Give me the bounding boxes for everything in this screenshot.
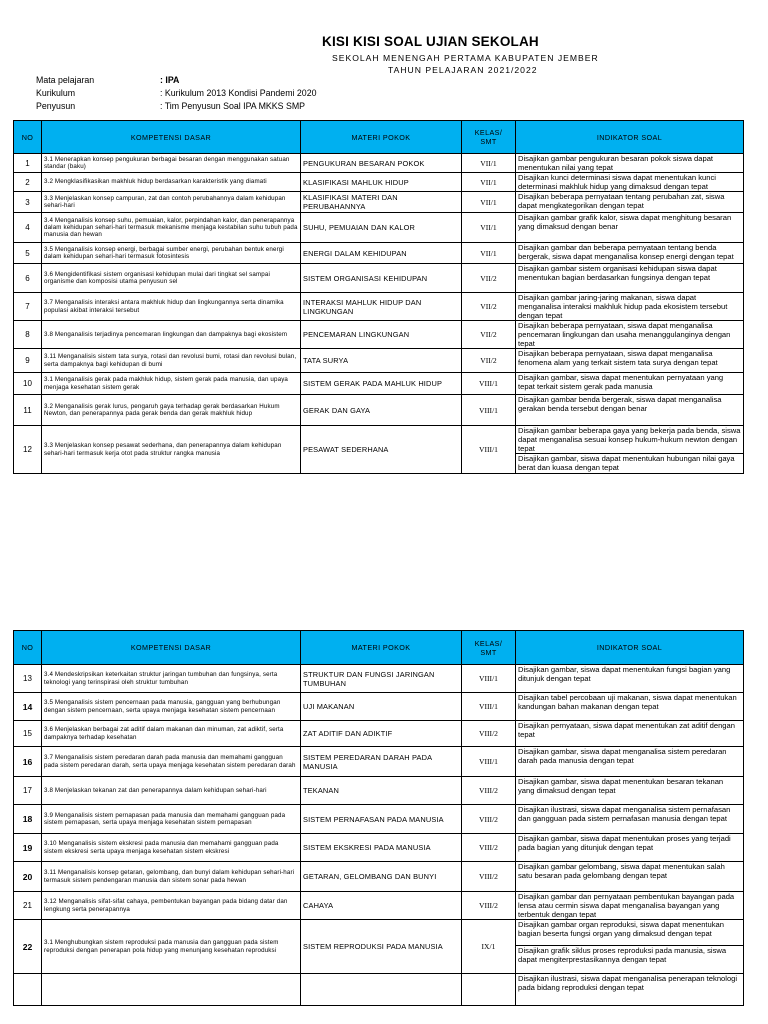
row-number: 14 xyxy=(14,693,42,721)
kompetensi-dasar-cell: 3.1 Menerapkan konsep pengukuran berbagai besaran dengan menggunakan satuan standar (baku) xyxy=(42,154,301,173)
row-number: 11 xyxy=(14,395,42,426)
kelas-cell: VII/1 xyxy=(462,154,516,173)
kompetensi-dasar-cell: 3.9 Menganalisis sistem pernapasan pada manusia dan memahami gangguan pada sistem pernapasan, serta upaya menjaga kesehatan sistem pernapasan xyxy=(42,805,301,834)
table-row xyxy=(14,892,744,920)
materi-pokok-cell: ENERGI DALAM KEHIDUPAN xyxy=(301,243,462,264)
materi-pokok-cell: SISTEM PERNAFASAN PADA MANUSIA xyxy=(301,805,462,834)
materi-pokok-cell: ZAT ADITIF DAN ADIKTIF xyxy=(301,721,462,747)
col-header-no: NO xyxy=(14,121,42,154)
indikator-cell: Disajikan gambar gelombang, siswa dapat menentukan salah satu besaran pada gelombang dengan tepat xyxy=(516,862,744,892)
materi-pokok-cell: GERAK DAN GAYA xyxy=(301,395,462,426)
row-number: 7 xyxy=(14,293,42,321)
indikator-cell: Disajikan gambar benda bergerak, siswa dapat menganalisa gerakan benda tersebut dengan benar xyxy=(516,395,744,426)
kompetensi-dasar-cell: 3.3 Menjelaskan konsep pesawat sederhana, dan penerapannya dalam kehidupan sehari-hari termasuk kerja otot pada struktur rangka manusia xyxy=(42,426,301,474)
table-row xyxy=(14,777,744,805)
table-row xyxy=(14,721,744,747)
indikator-cell: Disajikan gambar dan beberapa pernyataan tentang benda bergerak, siswa dapat menganalisa konsep energi dengan tepat xyxy=(516,243,744,264)
table-row xyxy=(14,974,744,1006)
row-number: 5 xyxy=(14,243,42,264)
table-row xyxy=(14,834,744,862)
table-row xyxy=(14,693,744,721)
row-number: 16 xyxy=(14,747,42,777)
kompetensi-dasar-cell: 3.6 Mengidentifikasi sistem organisasi kehidupan mulai dari tingkat sel sampai organisme dan komposisi utama penyusun sel xyxy=(42,264,301,293)
kelas-cell: VII/1 xyxy=(462,213,516,243)
kelas-cell: VIII/2 xyxy=(462,805,516,834)
kelas-cell: VIII/2 xyxy=(462,777,516,805)
meta-author xyxy=(36,100,316,113)
indikator-cell: Disajikan gambar, siswa dapat menentukan proses yang terjadi pada bagian yang ditunjuk dengan tepat xyxy=(516,834,744,862)
indikator-cell: Disajikan gambar beberapa gaya yang bekerja pada benda, siswa dapat menganalisa sesuai konsep hukum-hukum newton dengan tepat xyxy=(516,426,744,454)
indikator-cell: Disajikan gambar, siswa dapat menentukan besaran tekanan yang dimaksud dengan tepat xyxy=(516,777,744,805)
kompetensi-dasar-cell: 3.2 Menganalisis gerak lurus, pengaruh gaya terhadap gerak berdasarkan Hukum Newton, dan penerapannya pada gerak benda dan gerak makhluk hidup xyxy=(42,395,301,426)
row-number: 20 xyxy=(14,862,42,892)
kelas-cell: VIII/1 xyxy=(462,373,516,395)
materi-pokok-cell: CAHAYA xyxy=(301,892,462,920)
materi-pokok-cell xyxy=(301,974,462,1006)
kelas-cell: VIII/2 xyxy=(462,721,516,747)
meta-author-value: : Tim Penyusun Soal IPA MKKS SMP xyxy=(160,101,306,111)
row-number: 15 xyxy=(14,721,42,747)
materi-pokok-cell: TEKANAN xyxy=(301,777,462,805)
kelas-cell: VIII/1 xyxy=(462,665,516,693)
table-row xyxy=(14,426,744,454)
kompetensi-dasar-cell: 3.7 Menganalisis interaksi antara makhluk hidup dan lingkungannya serta dinamika populasi akibat interaksi tersebut xyxy=(42,293,301,321)
materi-pokok-cell: PENCEMARAN LINGKUNGAN xyxy=(301,321,462,349)
indikator-cell: Disajikan pernyataan, siswa dapat menentukan zat aditif dengan tepat xyxy=(516,721,744,747)
indikator-cell: Disajikan gambar dan pernyataan pembentukan bayangan pada lensa atau cermin siswa dapat menganalisa bayangan yang terbentuk dengan tepat xyxy=(516,892,744,920)
materi-pokok-cell: KLASIFIKASI MATERI DAN PERUBAHANNYA xyxy=(301,192,462,213)
col-header-indikator: INDIKATOR SOAL xyxy=(516,121,744,154)
table-row xyxy=(14,173,744,192)
col-header-indikator: INDIKATOR SOAL xyxy=(516,631,744,665)
kisi-kisi-table-1 xyxy=(13,120,744,474)
row-number: 9 xyxy=(14,349,42,373)
col-header-kelas-line2: SMT xyxy=(480,647,497,657)
table-row xyxy=(14,192,744,213)
row-number: 2 xyxy=(14,173,42,192)
kompetensi-dasar-cell: 3.5 Menganalisis konsep energi, berbagai sumber energi, perubahan bentuk energi dalam kehidupan sehari-hari termasuk fotosintesis xyxy=(42,243,301,264)
materi-pokok-cell: SISTEM GERAK PADA MAHLUK HIDUP xyxy=(301,373,462,395)
kelas-cell: VIII/1 xyxy=(462,747,516,777)
row-number: 10 xyxy=(14,373,42,395)
table-row xyxy=(14,154,744,173)
indikator-cell: Disajikan kunci determinasi siswa dapat menentukan kunci determinasi makhluk hidup yang dimaksud dengan tepat xyxy=(516,173,744,192)
kelas-cell: VIII/2 xyxy=(462,834,516,862)
col-header-materi: MATERI POKOK xyxy=(301,631,462,665)
table-row xyxy=(14,395,744,426)
indikator-cell: Disajikan gambar organ reproduksi, siswa dapat menentukan bagian beserta fungsi organ yang dimaksud dengan tepat xyxy=(516,920,744,946)
materi-pokok-cell: SISTEM PEREDARAN DARAH PADA MANUSIA xyxy=(301,747,462,777)
table-row xyxy=(14,665,744,693)
row-number: 22 xyxy=(14,920,42,974)
col-header-kelas xyxy=(462,121,516,154)
kompetensi-dasar-cell: 3.5 Menganalisis sistem pencernaan pada manusia, gangguan yang berhubungan dengan sistem pencernaan, serta upaya menjaga kesehatan sistem pencernaan xyxy=(42,693,301,721)
kompetensi-dasar-cell: 3.2 Mengklasifikasikan makhluk hidup berdasarkan karakteristik yang diamati xyxy=(42,173,301,192)
kompetensi-dasar-cell: 3.12 Menganalisis sifat-sifat cahaya, pembentukan bayangan pada bidang datar dan lengkung serta penerapannya xyxy=(42,892,301,920)
table-row xyxy=(14,349,744,373)
row-number: 12 xyxy=(14,426,42,474)
col-header-kelas-line1: KELAS/ xyxy=(474,638,503,648)
indikator-cell: Disajikan gambar jaring-jaring makanan, siswa dapat menganalisa interaksi makhluk hidup pada ekosistem tersebut dengan tepat xyxy=(516,293,744,321)
kompetensi-dasar-cell: 3.11 Menganalisis sistem tata surya, rotasi dan revolusi bumi, rotasi dan revolusi bulan, serta dampaknya bagi kehidupan di bumi xyxy=(42,349,301,373)
kelas-cell: IX/1 xyxy=(462,920,516,974)
table-row xyxy=(14,243,744,264)
kelas-cell: VIII/1 xyxy=(462,395,516,426)
indikator-cell: Disajikan gambar grafik kalor, siswa dapat menghitung besaran yang dimaksud dengan benar xyxy=(516,213,744,243)
indikator-cell: Disajikan tabel percobaan uji makanan, siswa dapat menentukan kandungan bahan makanan dengan tepat xyxy=(516,693,744,721)
table-header-row xyxy=(14,631,744,665)
table-row xyxy=(14,805,744,834)
row-number: 21 xyxy=(14,892,42,920)
row-number: 18 xyxy=(14,805,42,834)
col-header-no: NO xyxy=(14,631,42,665)
row-number xyxy=(14,974,42,1006)
document-title: KISI KISI SOAL UJIAN SEKOLAH xyxy=(322,34,539,49)
materi-pokok-cell: TATA SURYA xyxy=(301,349,462,373)
col-header-kompetensi: KOMPETENSI DASAR xyxy=(42,121,301,154)
indikator-cell: Disajikan gambar, siswa dapat menentukan hubungan nilai gaya berat dan kuasa dengan tepat xyxy=(516,454,744,474)
materi-pokok-cell: PESAWAT SEDERHANA xyxy=(301,426,462,474)
kompetensi-dasar-cell: 3.3 Menjelaskan konsep campuran, zat dan contoh perubahannya dalam kehidupan sehari-hari xyxy=(42,192,301,213)
kelas-cell: VII/2 xyxy=(462,349,516,373)
materi-pokok-cell: UJI MAKANAN xyxy=(301,693,462,721)
col-header-kelas-line1: KELAS/ xyxy=(474,128,503,137)
kelas-cell: VIII/2 xyxy=(462,892,516,920)
meta-author-label: Penyusun xyxy=(36,101,76,111)
materi-pokok-cell: STRUKTUR DAN FUNGSI JARINGAN TUMBUHAN xyxy=(301,665,462,693)
kompetensi-dasar-cell xyxy=(42,974,301,1006)
indikator-cell: Disajikan gambar pengukuran besaran pokok siswa dapat menentukan nilai yang tepat xyxy=(516,154,744,173)
materi-pokok-cell: SISTEM EKSKRESI PADA MANUSIA xyxy=(301,834,462,862)
indikator-cell: Disajikan gambar, siswa dapat menentukan pernyataan yang tepat terkait sistem gerak pada manusia xyxy=(516,373,744,395)
row-number: 3 xyxy=(14,192,42,213)
kompetensi-dasar-cell: 3.8 Menganalisis terjadinya pencemaran lingkungan dan dampaknya bagi ekosistem xyxy=(42,321,301,349)
table-row xyxy=(14,321,744,349)
kompetensi-dasar-cell: 3.8 Menjelaskan tekanan zat dan penerapannya dalam kehidupan sehari-hari xyxy=(42,777,301,805)
kompetensi-dasar-cell: 3.4 Mendeskripsikan keterkaitan struktur jaringan tumbuhan dan fungsinya, serta teknologi yang terinspirasi oleh struktur tumbuhan xyxy=(42,665,301,693)
meta-curriculum-value: : Kurikulum 2013 Kondisi Pandemi 2020 xyxy=(160,88,317,98)
kelas-cell: VII/2 xyxy=(462,264,516,293)
kompetensi-dasar-cell: 3.11 Menganalisis konsep getaran, gelombang, dan bunyi dalam kehidupan sehari-hari termasuk sistem pendengaran manusia dan sistem sonar pada hewan xyxy=(42,862,301,892)
table-row xyxy=(14,747,744,777)
kompetensi-dasar-cell: 3.1 Menganalisis gerak pada makhluk hidup, sistem gerak pada manusia, dan upaya menjaga kesehatan sistem gerak xyxy=(42,373,301,395)
col-header-kompetensi: KOMPETENSI DASAR xyxy=(42,631,301,665)
kompetensi-dasar-cell: 3.4 Menganalisis konsep suhu, pemuaian, kalor, perpindahan kalor, dan penerapannya dalam kehidupan sehari-hari termasuk mekanisme menjaga kestabilan suhu tubuh pada manusia dan hewan xyxy=(42,213,301,243)
kompetensi-dasar-cell: 3.7 Menganalisis sistem peredaran darah pada manusia dan memahami gangguan pada sistem peredaran darah, serta upaya menjaga kesehatan sistem peredaran darah xyxy=(42,747,301,777)
kelas-cell: VII/1 xyxy=(462,192,516,213)
indikator-cell: Disajikan grafik siklus proses reproduksi pada manusia, siswa dapat mengiterprestasikannya dengan tepat xyxy=(516,946,744,974)
col-header-kelas xyxy=(462,631,516,665)
kompetensi-dasar-cell: 3.6 Menjelaskan berbagai zat aditif dalam makanan dan minuman, zat adiktif, serta dampaknya terhadap kesehatan xyxy=(42,721,301,747)
materi-pokok-cell: GETARAN, GELOMBANG DAN BUNYI xyxy=(301,862,462,892)
meta-subject-label: Mata pelajaran xyxy=(36,75,95,85)
meta-curriculum-label: Kurikulum xyxy=(36,88,76,98)
col-header-kelas-line2: SMT xyxy=(480,137,497,146)
kelas-cell: VIII/2 xyxy=(462,862,516,892)
materi-pokok-cell: SISTEM REPRODUKSI PADA MANUSIA xyxy=(301,920,462,974)
table-header-row xyxy=(14,121,744,154)
materi-pokok-cell: PENGUKURAN BESARAN POKOK xyxy=(301,154,462,173)
indikator-cell: Disajikan beberapa pernyataan, siswa dapat menganalisa pencemaran lingkungan dan usaha menanggulanginya dengan tepat xyxy=(516,321,744,349)
indikator-cell: Disajikan beberapa pernyataan, siswa dapat menganalisa fenomena alam yang terkait sistem tata surya dengan tepat xyxy=(516,349,744,373)
table-row xyxy=(14,293,744,321)
materi-pokok-cell: INTERAKSI MAHLUK HIDUP DAN LINGKUNGAN xyxy=(301,293,462,321)
table-row xyxy=(14,264,744,293)
row-number: 8 xyxy=(14,321,42,349)
meta-curriculum xyxy=(36,87,316,100)
kompetensi-dasar-cell: 3.10 Menganalisis sistem ekskresi pada manusia dan memahami gangguan pada sistem ekskresi serta upaya menjaga kesehatan sistem ekskresi xyxy=(42,834,301,862)
indikator-cell: Disajikan ilustrasi, siswa dapat menganalisa penerapan teknologi pada bidang reproduksi dengan tepat xyxy=(516,974,744,1006)
materi-pokok-cell: SISTEM ORGANISASI KEHIDUPAN xyxy=(301,264,462,293)
indikator-cell: Disajikan gambar sistem organisasi kehidupan siswa dapat menentukan bagian berdasarkan fungsinya dengan tepat xyxy=(516,264,744,293)
kelas-cell: VIII/1 xyxy=(462,426,516,474)
kelas-cell: VII/2 xyxy=(462,293,516,321)
indikator-cell: Disajikan gambar, siswa dapat menentukan fungsi bagian yang ditunjuk dengan tepat xyxy=(516,665,744,693)
meta-info xyxy=(36,74,316,113)
school-name: SEKOLAH MENENGAH PERTAMA KABUPATEN JEMBER xyxy=(332,53,599,63)
indikator-cell: Disajikan beberapa pernyataan tentang perubahan zat, siswa dapat mengkategorikan dengan tepat xyxy=(516,192,744,213)
table-row xyxy=(14,213,744,243)
kisi-kisi-table-2 xyxy=(13,630,744,1006)
indikator-cell: Disajikan ilustrasi, siswa dapat menganalisa sistem pernafasan dan gangguan pada sistem pernafasan manusia dengan tepat xyxy=(516,805,744,834)
row-number: 6 xyxy=(14,264,42,293)
meta-subject-value: : IPA xyxy=(160,75,180,85)
materi-pokok-cell: SUHU, PEMUAIAN DAN KALOR xyxy=(301,213,462,243)
table-row xyxy=(14,373,744,395)
kelas-cell: VII/2 xyxy=(462,321,516,349)
row-number: 4 xyxy=(14,213,42,243)
kelas-cell: VII/1 xyxy=(462,173,516,192)
table-row xyxy=(14,862,744,892)
kelas-cell: VIII/1 xyxy=(462,693,516,721)
row-number: 13 xyxy=(14,665,42,693)
meta-subject xyxy=(36,74,316,87)
kelas-cell: VII/1 xyxy=(462,243,516,264)
row-number: 1 xyxy=(14,154,42,173)
kelas-cell xyxy=(462,974,516,1006)
indikator-cell: Disajikan gambar, siswa dapat menganalisa sistem peredaran darah pada manusia dengan tepat xyxy=(516,747,744,777)
row-number: 19 xyxy=(14,834,42,862)
row-number: 17 xyxy=(14,777,42,805)
materi-pokok-cell: KLASIFIKASI MAHLUK HIDUP xyxy=(301,173,462,192)
table-row xyxy=(14,920,744,946)
kompetensi-dasar-cell: 3.1 Menghubungkan sistem reproduksi pada manusia dan gangguan pada sistem reproduksi dengan penerapan pola hidup yang menunjang kesehatan reproduksi xyxy=(42,920,301,974)
col-header-materi: MATERI POKOK xyxy=(301,121,462,154)
school-year: TAHUN PELAJARAN 2021/2022 xyxy=(388,65,538,75)
